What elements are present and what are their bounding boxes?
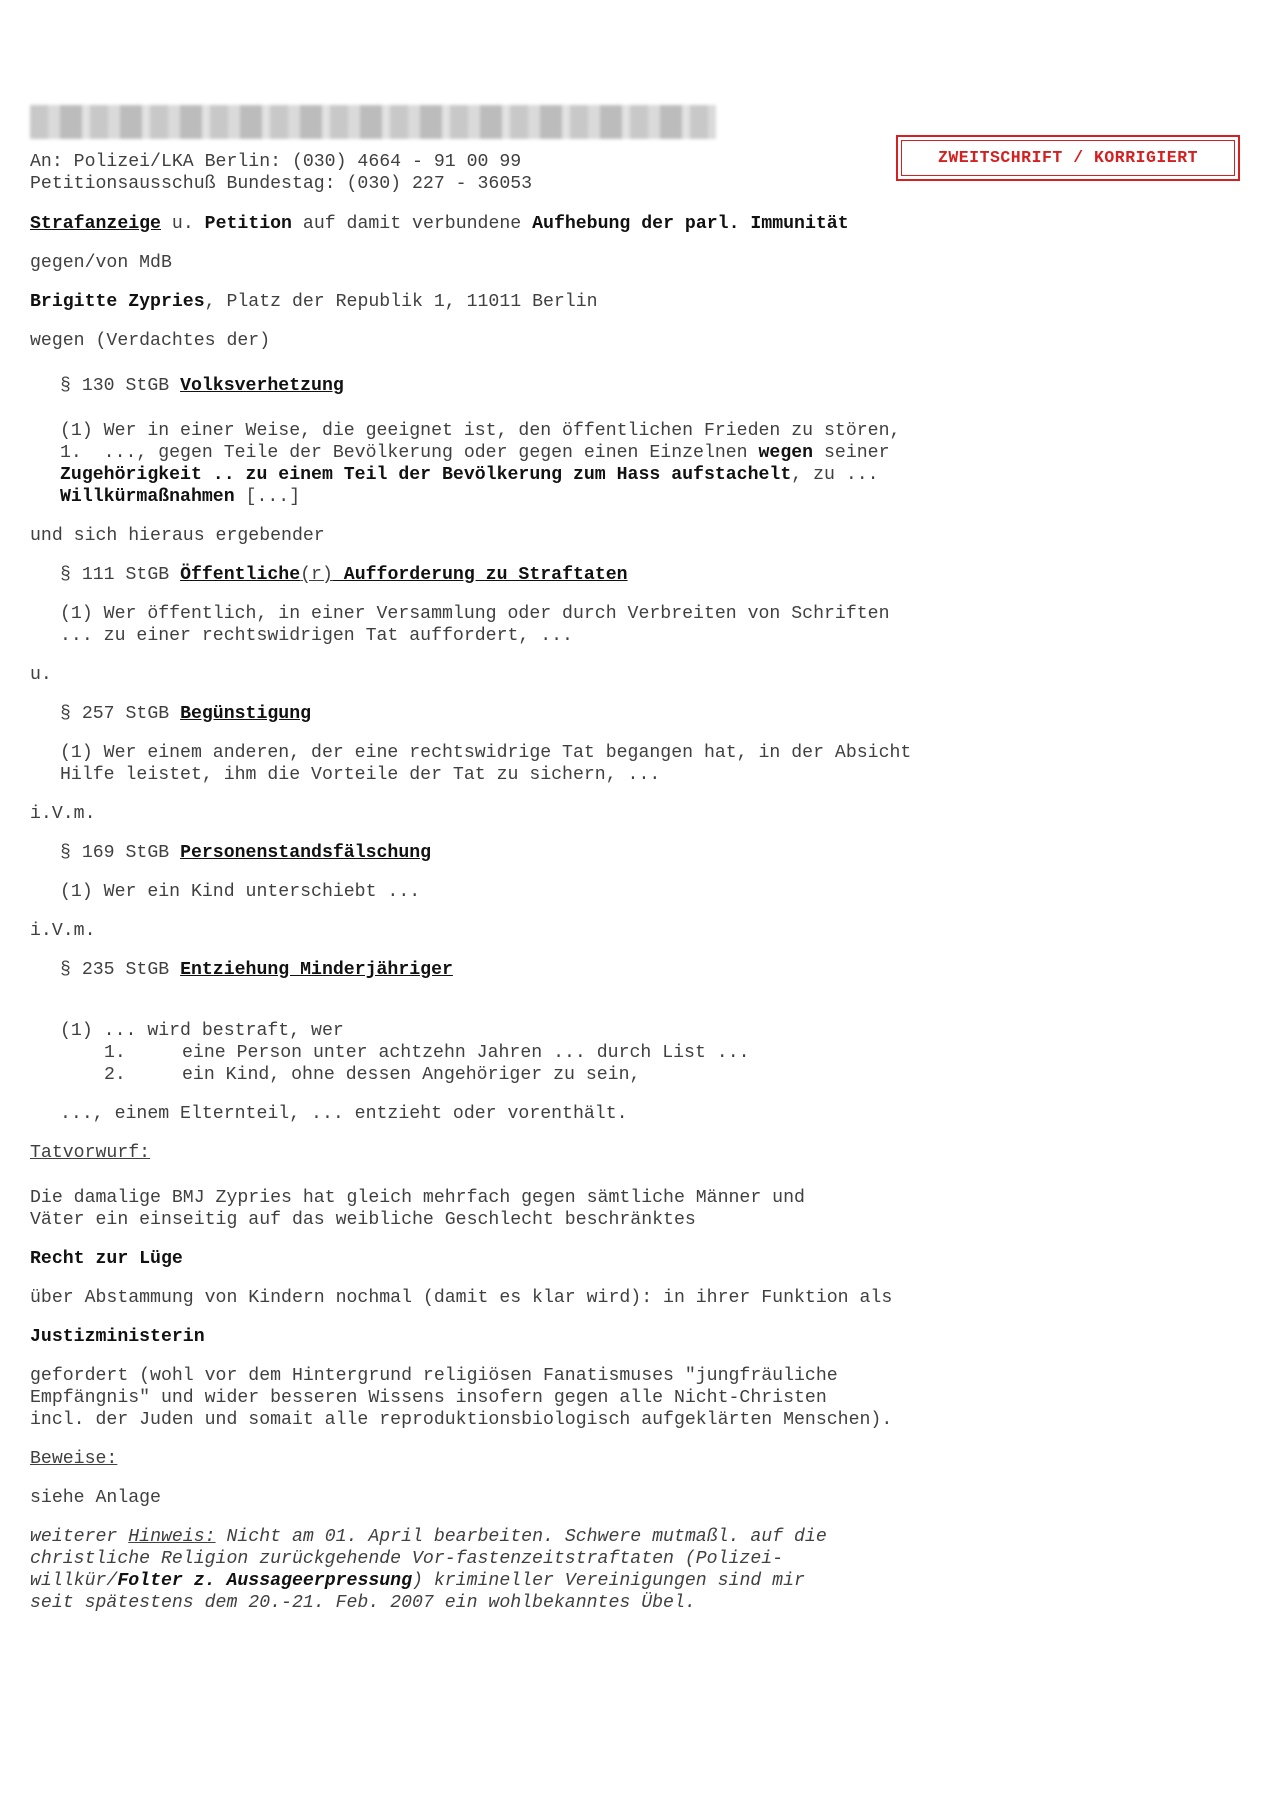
s111-title-1: Öffentliche bbox=[180, 565, 301, 585]
s130-l4b: [...] bbox=[234, 487, 301, 507]
s235-line-2: ..., einem Elternteil, ... entzieht oder vorenthält. bbox=[60, 1104, 628, 1124]
s130-line-3 bbox=[60, 464, 879, 487]
note-l2: christliche Religion zurückgehende Vor-fastenzeitstraftaten (Polizei- bbox=[30, 1549, 784, 1569]
s130-l4a: Willkürmaßnahmen bbox=[60, 487, 235, 507]
s169-ref: § 169 StGB bbox=[60, 843, 181, 863]
subject-and: u. bbox=[160, 214, 205, 234]
s130-line-1: (1) Wer in einer Weise, die geeignet ist, den öffentlichen Frieden zu stören, bbox=[60, 421, 901, 441]
resulting-line: und sich hieraus ergebender bbox=[30, 526, 325, 546]
recipient-line-1: An: Polizei/LKA Berlin: (030) 4664 - 91 00 99 bbox=[30, 152, 522, 172]
s130-heading bbox=[60, 375, 344, 398]
subject-petition: Petition bbox=[204, 214, 292, 234]
note-l4: seit spätestens dem 20.-21. Feb. 2007 ein wohlbekanntes Übel. bbox=[30, 1593, 696, 1613]
ivm-line-2: i.V.m. bbox=[30, 921, 96, 941]
note-c: Nicht am 01. April bearbeiten. Schwere mutmaßl. auf die bbox=[215, 1527, 827, 1547]
s169-title: Personenstandsfälschung bbox=[180, 843, 432, 863]
accusation-line-1: Die damalige BMJ Zypries hat gleich mehrfach gegen sämtliche Männer und bbox=[30, 1188, 805, 1208]
accusation-role bbox=[30, 1326, 205, 1349]
note-l3c: ) krimineller Vereinigungen sind mir bbox=[412, 1571, 805, 1591]
s111-line-1: (1) Wer öffentlich, in einer Versammlung oder durch Verbreiten von Schriften bbox=[60, 604, 890, 624]
evidence-text: siehe Anlage bbox=[30, 1488, 161, 1508]
accusation-line-2: Väter ein einseitig auf das weibliche Geschlecht beschränktes bbox=[30, 1210, 696, 1230]
note-line-2 bbox=[30, 1548, 783, 1571]
s235-ref: § 235 StGB bbox=[60, 960, 181, 980]
note-line-1 bbox=[30, 1526, 827, 1549]
role-justizministerin: Justizministerin bbox=[30, 1327, 205, 1347]
correction-stamp bbox=[896, 135, 1240, 181]
s130-l2b: wegen bbox=[758, 443, 814, 463]
s235-title: Entziehung Minderjähriger bbox=[180, 960, 453, 980]
note-line-4 bbox=[30, 1592, 696, 1615]
accusation-line-4: gefordert (wohl vor dem Hintergrund religiösen Fanatismuses "jungfräuliche bbox=[30, 1366, 838, 1386]
accusation-line-3: über Abstammung von Kindern nochmal (damit es klar wird): in ihrer Funktion als bbox=[30, 1288, 893, 1308]
s111-heading bbox=[60, 564, 628, 587]
note-l3b: Folter z. Aussageerpressung bbox=[117, 1571, 413, 1591]
s235-item-1-text: eine Person unter achtzehn Jahren ... durch List ... bbox=[182, 1043, 750, 1063]
s235-item-1-number: 1. bbox=[104, 1043, 126, 1063]
s130-l3b: , zu ... bbox=[791, 465, 879, 485]
and-line: u. bbox=[30, 665, 52, 685]
accusation-line-6: incl. der Juden und somait alle reproduktionsbiologisch aufgeklärten Menschen). bbox=[30, 1410, 893, 1430]
subject-immunity: Aufhebung der parl. Immunität bbox=[532, 214, 849, 234]
s130-title: Volksverhetzung bbox=[180, 376, 344, 396]
s111-line-2: ... zu einer rechtswidrigen Tat auffordert, ... bbox=[60, 626, 573, 646]
s111-ref: § 111 StGB bbox=[60, 565, 181, 585]
s235-item-2-text: ein Kind, ohne dessen Angehöriger zu sein, bbox=[182, 1065, 641, 1085]
ivm-line-1: i.V.m. bbox=[30, 804, 96, 824]
note-l3a: willkür/ bbox=[30, 1571, 118, 1591]
s169-line-1: (1) Wer ein Kind unterschiebt ... bbox=[60, 882, 421, 902]
person-line bbox=[30, 291, 598, 314]
note-line-3 bbox=[30, 1570, 805, 1593]
accusation-right bbox=[30, 1248, 183, 1271]
s111-title-2: (r) bbox=[300, 565, 333, 585]
s257-ref: § 257 StGB bbox=[60, 704, 181, 724]
evidence-heading: Beweise: bbox=[30, 1449, 118, 1469]
subject-line bbox=[30, 213, 849, 236]
person-name: Brigitte Zypries bbox=[30, 292, 205, 312]
note-a: weiterer bbox=[30, 1527, 129, 1547]
s169-heading bbox=[60, 842, 431, 865]
s130-line-2 bbox=[60, 442, 890, 465]
accusation-heading: Tatvorwurf: bbox=[30, 1143, 151, 1163]
person-address: , Platz der Republik 1, 11011 Berlin bbox=[204, 292, 598, 312]
subject-strafanzeige: Strafanzeige bbox=[30, 214, 161, 234]
accusation-line-5: Empfängnis" und wider besseren Wissens insofern gegen alle Nicht-Christen bbox=[30, 1388, 827, 1408]
s130-ref: § 130 StGB bbox=[60, 376, 181, 396]
s257-line-2: Hilfe leistet, ihm die Vorteile der Tat zu sichern, ... bbox=[60, 765, 661, 785]
stamp-text: ZWEITSCHRIFT / KORRIGIERT bbox=[937, 147, 1199, 167]
s130-l3a: Zugehörigkeit .. zu einem Teil der Bevölkerung zum Hass aufstachelt bbox=[60, 465, 792, 485]
s257-line-1: (1) Wer einem anderen, der eine rechtswidrige Tat begangen hat, in der Absicht bbox=[60, 743, 912, 763]
against-line: gegen/von MdB bbox=[30, 253, 172, 273]
because-line: wegen (Verdachtes der) bbox=[30, 331, 271, 351]
s257-title: Begünstigung bbox=[180, 704, 312, 724]
subject-connector: auf damit verbundene bbox=[291, 214, 533, 234]
redacted-sender bbox=[30, 105, 716, 139]
s130-l2c: seiner bbox=[813, 443, 890, 463]
s130-line-4 bbox=[60, 486, 300, 509]
s235-line-1: (1) ... wird bestraft, wer bbox=[60, 1021, 344, 1041]
s235-heading bbox=[60, 959, 453, 982]
note-hinweis: Hinweis: bbox=[128, 1527, 216, 1547]
s111-title-3: Aufforderung zu Straftaten bbox=[332, 565, 628, 585]
s257-heading bbox=[60, 703, 311, 726]
recipient-line-2: Petitionsausschuß Bundestag: (030) 227 - 36053 bbox=[30, 174, 533, 194]
s235-item-2-number: 2. bbox=[104, 1065, 126, 1085]
right-to-lie: Recht zur Lüge bbox=[30, 1249, 183, 1269]
s130-l2a: 1. ..., gegen Teile der Bevölkerung oder gegen einen Einzelnen bbox=[60, 443, 759, 463]
